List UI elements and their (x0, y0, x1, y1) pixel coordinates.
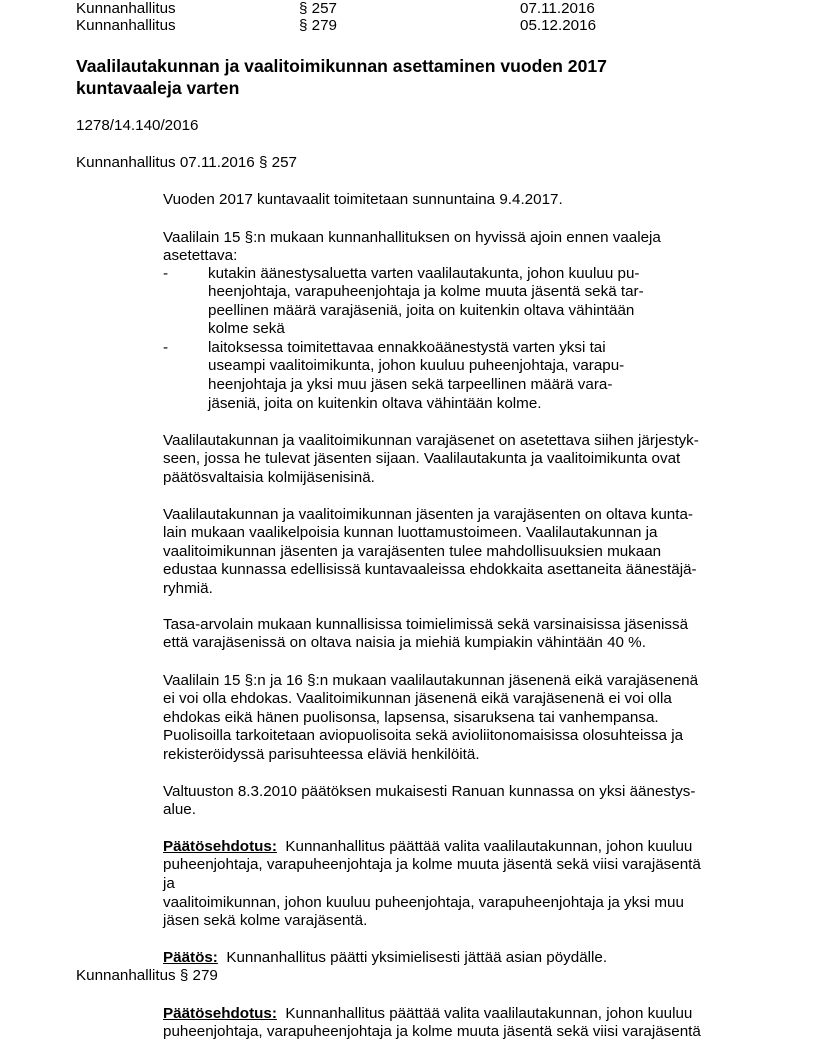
header-date: 05.12.2016 (520, 17, 597, 34)
para-2-line: Vaalilautakunnan ja vaalitoimikunnan varajäsenet on asetettava siihen järjestyk- (163, 432, 699, 449)
para-2-line: päätösvaltaisia kolmijäsenisinä. (163, 469, 375, 486)
para-6-line: Valtuuston 8.3.2010 päätöksen mukaisesti Ranuan kunnassa on yksi äänestys- (163, 783, 696, 800)
para-4-line: Tasa-arvolain mukaan kunnallisissa toimielimissä sekä varsinaisissa jäsenissä (163, 616, 689, 633)
para-3-line: lain mukaan vaalikelpoisia kunnan luottamustoimeen. Vaalilautakunnan ja (163, 524, 658, 541)
proposal-2-line: puheenjohtaja, varapuheenjohtaja ja kolme muuta jäsentä sekä viisi varajäsentä (163, 1023, 701, 1040)
proposal-label: Päätösehdotus: (163, 838, 277, 855)
para-3-line: vaalitoimikunnan jäsenten ja varajäsenten tulee mahdollisuuksien mukaan (163, 543, 662, 560)
para-5-line: Puolisoilla tarkoitetaan aviopuolisoita sekä avioliitonomaisissa olosuhteissa ja (163, 727, 684, 744)
proposal-1-text: Kunnanhallitus päättää valita vaalilautakunnan, johon kuuluu (285, 838, 693, 855)
para-3-line: Vaalilautakunnan ja vaalitoimikunnan jäsenten ja varajäsenten on oltava kunta- (163, 506, 693, 523)
proposal-2-text: Kunnanhallitus päättää valita vaalilautakunnan, johon kuuluu (285, 1005, 693, 1022)
bullet-1-line: kolme sekä (208, 320, 285, 337)
bullet-1-line: peellinen määrä varajäseniä, joita on kuitenkin oltava vähintään (208, 302, 635, 319)
para-6-line: alue. (163, 801, 196, 818)
meeting-2-heading: Kunnanhallitus § 279 (76, 967, 218, 984)
decision-label: Päätös: (163, 949, 218, 966)
decision-text: Kunnanhallitus päätti yksimielisesti jättää asian pöydälle. (226, 949, 608, 966)
proposal-2-first-line (163, 1005, 692, 1024)
bullet-2-line: heenjohtaja ja yksi muu jäsen sekä tarpeellinen määrä vara- (208, 376, 613, 393)
proposal-1-line: jäsen sekä kolme varajäsentä. (163, 912, 368, 929)
meeting-1-heading: Kunnanhallitus 07.11.2016 § 257 (76, 154, 297, 171)
title-line: kuntavaaleja varten (76, 78, 240, 98)
proposal-label: Päätösehdotus: (163, 1005, 277, 1022)
bullet-1-line: heenjohtaja, varapuheenjohtaja ja kolme muuta jäsentä sekä tar- (208, 283, 644, 300)
decision-line (163, 949, 607, 968)
header-section: § 257 (299, 0, 338, 17)
para-3-line: ryhmiä. (163, 580, 213, 597)
record-number: 1278/14.140/2016 (76, 117, 199, 134)
para-5-line: rekisteröidyssä parisuhteessa eläviä henkilöitä. (163, 746, 480, 763)
para-3-line: edustaa kunnassa edellisissä kuntavaaleissa ehdokkaita asettaneita äänestäjä- (163, 561, 697, 578)
header-body: Kunnanhallitus (76, 0, 176, 17)
header-date: 07.11.2016 (520, 0, 595, 17)
bullet-dash: - (163, 339, 169, 356)
para-5-line: Vaalilain 15 §:n ja 16 §:n mukaan vaalilautakunnan jäsenenä eikä varajäsenenä (163, 672, 699, 689)
para-2-line: seen, jossa he tulevat jäsenten sijaan. Vaalilautakunta ja vaalitoimikunta ovat (163, 450, 681, 467)
para-5-line: ei voi olla ehdokas. Vaalitoimikunnan jäsenenä eikä varajäsenenä ei voi olla (163, 690, 672, 707)
bullet-2-line: jäseniä, joita on kuitenkin oltava vähintään kolme. (208, 395, 542, 412)
para-law-line: asetettava: (163, 247, 238, 264)
para-law-line: Vaalilain 15 §:n mukaan kunnanhallituksen on hyvissä ajoin ennen vaaleja (163, 229, 661, 246)
document-title (76, 55, 776, 99)
bullet-dash: - (163, 265, 169, 282)
proposal-1-line: vaalitoimikunnan, johon kuuluu puheenjohtaja, varapuheenjohtaja ja yksi muu (163, 894, 684, 911)
intro-text: Vuoden 2017 kuntavaalit toimitetaan sunnuntaina 9.4.2017. (163, 191, 563, 208)
proposal-1-line: puheenjohtaja, varapuheenjohtaja ja kolme muuta jäsentä sekä viisi varajäsentä (163, 856, 701, 873)
bullet-2-line: laitoksessa toimitettavaa ennakkoäänestystä varten yksi tai (208, 339, 606, 356)
proposal-1-first-line (163, 838, 692, 857)
proposal-1-line: ja (163, 875, 175, 892)
para-4-line: että varajäsenissä on oltava naisia ja miehiä kumpiakin vähintään 40 %. (163, 634, 646, 651)
bullet-1-line: kutakin äänestysaluetta varten vaalilautakunta, johon kuuluu pu- (208, 265, 640, 282)
bullet-2-line: useampi vaalitoimikunta, johon kuuluu puheenjohtaja, varapu- (208, 357, 625, 374)
header-section: § 279 (299, 17, 338, 34)
para-5-line: ehdokas eikä hänen puolisonsa, lapsensa, sisaruksena tai vanhempansa. (163, 709, 659, 726)
title-line: Vaalilautakunnan ja vaalitoimikunnan asettaminen vuoden 2017 (76, 56, 607, 76)
header-body: Kunnanhallitus (76, 17, 176, 34)
